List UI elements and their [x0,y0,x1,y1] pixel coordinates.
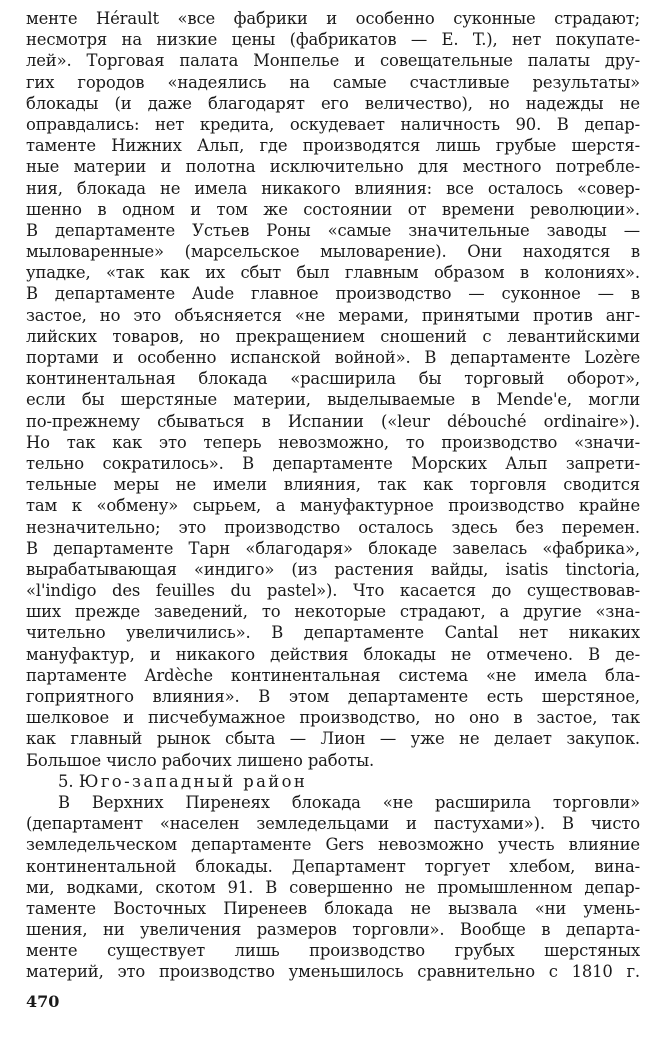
text-line: шения, ни увеличения размеров торговли». Вообще в департа- [26,920,640,940]
text-line: тельно сократилось». В департаменте Морских Альп запрети- [26,453,640,473]
text-line: В Верхних Пиренеях блокада «не расширила торговли» [58,792,640,812]
page-number: 470 [26,992,60,1011]
text-line: таменте Нижних Альп, где производятся лишь грубые шерстя- [26,136,640,156]
paragraph-southwest [26,792,640,983]
text-line: там к «обмену» сырьем, а мануфактурное производство крайне [26,496,640,516]
text-line: ми, водками, скотом 91. В совершенно не промышленном депар- [26,877,640,897]
text-line: «l'indigo des feuilles du pastel»). Что касается до существовав- [26,581,640,601]
text-line: портами и особенно испанской войной». В департаменте Lozère [26,348,640,367]
text-line: застое, но это объясняется «не мерами, принятыми против анг- [26,305,640,325]
text-line: блокады (и даже благодарят его величество), но надежды не [26,93,640,113]
text-line: В департаменте Устьев Роны «самые значительные заводы — [26,220,640,240]
text-line: шенно в одном и том же состоянии от времени революции». [26,199,640,219]
text-line: оправдались: нет кредита, оскудевает наличность 90. В депар- [26,114,640,134]
text-line: по-прежнему сбываться в Испании («leur débouché ordinaire»). [26,411,640,431]
text-line: несмотря на низкие цены (фабрикатов — E. T.), нет покупате- [26,30,640,50]
text-line: гоприятного влияния». В этом департаменте есть шерстяное, [26,687,640,706]
text-line: вырабатывающая «индиго» (из растения вайды, isatis tinctoria, [26,559,640,579]
book-page [26,8,640,983]
text-line: упадке, «так как их сбыт был главным образом в колониях». [26,263,640,283]
text-line: (департамент «населен земледельцами и пастухами»). В чисто [26,814,640,834]
text-line: лей». Торговая палата Монпелье и совещательные палаты дру- [26,51,640,71]
text-line: если бы шерстяные материи, выделываемые в Mende'e, могли [26,390,640,410]
text-line: гих городов «надеялись на самые счастливые результаты» [26,72,640,92]
text-line: континентальной блокады. Департамент торгует хлебом, вина- [26,856,640,876]
text-line: тельные меры не имели влияния, так как торговля сводится [26,475,640,495]
text-line: шелковое и писчебумажное производство, но оно в застое, так [26,708,640,728]
text-line: мыловаренные» (марсельское мыловарение). Они находятся в [26,242,640,262]
text-line: земледельческом департаменте Gers невозможно учесть влияние [26,835,640,855]
section-heading-text: Юго-западный район [78,771,308,791]
text-line: менте существует лишь производство грубых шерстяных [26,941,640,961]
text-line: таменте Восточных Пиренеев блокада не вызвала «ни умень- [26,898,640,918]
text-line: партаменте Ardèche континентальная система «не имела бла- [26,665,640,685]
text-line: незначительно; это производство осталось здесь без перемен. [26,517,640,537]
text-line: В департаменте Aude главное производство — суконное — в [26,284,640,304]
text-line: лийских товаров, но прекращением сношений с левантийскими [26,326,640,346]
text-line: Но так как это теперь невозможно, то производство «значи- [26,432,640,452]
text-line: мануфактур, и никакого действия блокады не отмечено. В де- [26,644,640,664]
text-line: ные материи и полотна исключительно для местного потребле- [26,157,640,177]
text-line: континентальная блокада «расширила бы торговый оборот», [26,369,640,389]
section-heading [26,771,640,792]
paragraph-blockade-departments [26,8,640,771]
text-line: Большое число рабочих лишено работы. [26,750,375,770]
text-line: ния, блокада не имела никакого влияния: все осталось «совер- [26,178,640,198]
text-line: ших прежде заведений, то некоторые страдают, а другие «зна- [26,602,640,622]
text-line: менте Hérault «все фабрики и особенно суконные страдают; [26,9,640,28]
text-line: В департаменте Тарн «благодаря» блокаде завелась «фабрика», [26,538,640,558]
text-line: как главный рынок сбыта — Лион — уже не делает закупок. [26,729,640,749]
section-heading-number: 5. [58,771,74,791]
text-line: чительно увеличились». В департаменте Cantal нет никаких [26,623,640,643]
text-line: материй, это производство уменьшилось сравнительно с 1810 г. [26,962,640,982]
